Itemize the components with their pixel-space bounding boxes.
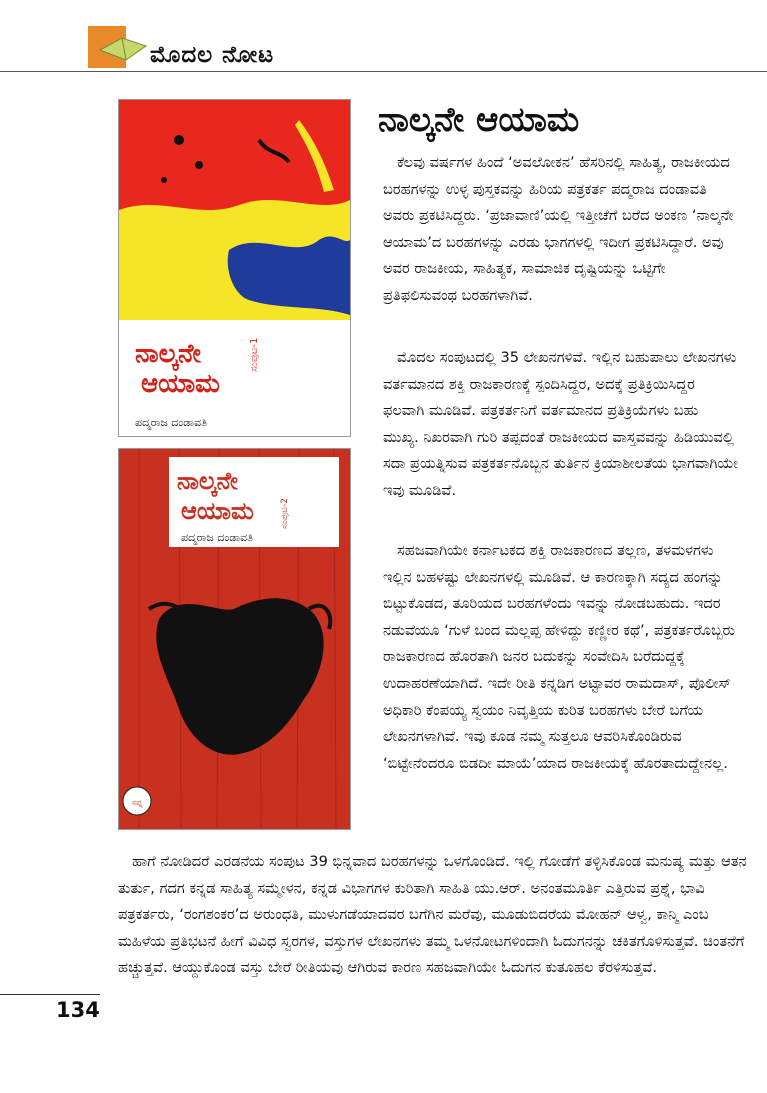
- paragraph-3-text: ಸಹಜವಾಗಿಯೇ ಕರ್ನಾಟಕದ ಶಕ್ತಿ ರಾಜಕಾರಣದ ತಲ್ಲಣ, ತಳಮಳಗಳು ಇಲ್ಲಿನ ಬಹಳಷ್ಟು ಲೇಖನಗಳಲ್ಲಿ ಮೂಡಿವೆ. ಆ ಕಾರಣಕ್ಕಾಗಿ ಸದ್ಯದ ಹಂಗನ್ನು ಬಿಟ್ಟುಕೊಡದ, ತೂರಿಯದ ಬರಹಗಳೆಂದು ಇವನ್ನು ನೋಡಬಹುದು. ಇದರ ನಡುವೆಯೂ ‘ಗುಳೆ ಬಂದ ಮಲ್ಲಪ್ಪ ಹೇಳಿದ್ದು ಕಣ್ಣೀರ ಕಥೆ’, ಪತ್ರಕರ್ತರೊಬ್ಬರು ರಾಜಕಾರಣದ ಹೊರತಾಗಿ ಜನರ ಬದುಕನ್ನು ಸಂವೇದಿಸಿ ಬರೆದುದ್ದಕ್ಕೆ ಉದಾಹರಣೆಯಾಗಿದೆ. ಇದೇ ರೀತಿ ಕನ್ನಡಿಗ ಅಟ್ಟಾವರ ರಾಮದಾಸ್, ಪೊಲೀಸ್ ಅಧಿಕಾರಿ ಕೆಂಪಯ್ಯ ಸ್ವಯಂ ನಿವೃತ್ತಿಯ ಕುರಿತ ಬರಹಗಳು ಬೇರೆ ಬಗೆಯ ಲೇಖನಗಳಾಗಿವೆ. ಇವು ಕೂಡ ನಮ್ಮ ಸುತ್ತಲೂ ಆವರಿಸಿಕೊಂಡಿರುವ ‘ಬಿಟ್ಟೇನೆಂದರೂ ಬಿಡದೀ ಮಾಯೆ’ಯಾದ ರಾಜಕೀಯಕ್ಕೆ ಹೊರತಾದುದ್ದೇನಲ್ಲ.: [383, 542, 736, 772]
- paragraph-1-text: ಕೆಲವು ವರ್ಷಗಳ ಹಿಂದೆ ‘ಅವಲೋಕನ’ ಹೆಸರಿನಲ್ಲಿ ಸಾಹಿತ್ಯ, ರಾಜಕೀಯದ ಬರಹಗಳನ್ನು ಉಳ್ಳ ಪುಸ್ತಕವನ್ನು ಹಿರಿಯ ಪತ್ರಕರ್ತ ಪದ್ಮರಾಜ ದಂಡಾವತಿ ಅವರು ಪ್ರಕಟಿಸಿದ್ದರು. ‘ಪ್ರಜಾವಾಣಿ’ಯಲ್ಲಿ ಇತ್ತೀಚೆಗೆ ಬರೆದ ಅಂಕಣ ‘ನಾಲ್ಕನೇ ಆಯಾಮ’ದ ಬರಹಗಳನ್ನು ಎರಡು ಭಾಗಗಳಲ್ಲಿ ಇದೀಗ ಪ್ರಕಟಿಸಿದ್ದಾರೆ. ಅವು ಅವರ ರಾಜಕೀಯ, ಸಾಹಿತ್ಯಕ, ಸಾಮಾಜಿಕ ದೃಷ್ಟಿಯನ್ನು ಒಟ್ಟಿಗೇ ಪ್ರತಿಫಲಿಸುವಂಥ ಬರಹಗಳಾಗಿವೆ.: [383, 154, 734, 304]
- article-paragraph-1: [383, 150, 738, 310]
- cover-1-author: ಪದ್ಮರಾಜ ದಂಡಾವತಿ: [135, 416, 208, 429]
- open-book-icon: [88, 26, 148, 68]
- cover-2-title-line1: ನಾಲ್ಕನೇ: [177, 467, 238, 495]
- footer-divider: [0, 994, 100, 995]
- header-divider: [0, 71, 767, 72]
- cover-2-art: [119, 449, 350, 829]
- publisher-logo-text: ಸಪ್ನ: [131, 798, 143, 807]
- article-paragraph-4: [118, 849, 758, 982]
- cover-1-volume: ಸಂಪುಟ-1: [249, 337, 260, 372]
- paragraph-2-text: ಮೊದಲ ಸಂಪುಟದಲ್ಲಿ 35 ಲೇಖನಗಳಿವೆ. ಇಲ್ಲಿನ ಬಹುಪಾಲು ಲೇಖನಗಳು ವರ್ತಮಾನದ ಶಕ್ತಿ ರಾಜಕಾರಣಕ್ಕೆ ಸ್ಪಂದಿಸಿದ್ದರ, ಅದಕ್ಕೆ ಪ್ರತಿಕ್ರಿಯಿಸಿದ್ದರ ಫಲವಾಗಿ ಮೂಡಿವೆ. ಪತ್ರಕರ್ತನಿಗೆ ವರ್ತಮಾನದ ಪ್ರತಿಕ್ರಿಯೆಗಳು ಬಹು ಮುಖ್ಯ. ನಿಖರವಾಗಿ ಗುರಿ ತಪ್ಪದಂತೆ ರಾಜಕೀಯದ ವಾಸ್ತವವನ್ನು ಹಿಡಿಯುವಲ್ಲಿ ಸದಾ ಪ್ರಯತ್ನಿಸುವ ಪತ್ರಕರ್ತನೊಬ್ಬನ ತುರ್ತಿನ ಕ್ರಿಯಾಶೀಲತೆಯ ಭಾಗವಾಗಿಯೇ ಇವು ಮೂಡಿವೆ.: [383, 349, 738, 499]
- cover-2-author: ಪದ್ಮರಾಜ ದಂಡಾವತಿ: [181, 531, 254, 544]
- cover-1-art: [119, 100, 350, 436]
- page-number: 134: [56, 998, 100, 1022]
- cover-1-title-line2: ಆಯಾಮ: [141, 369, 220, 399]
- section-title: ಮೊದಲ ನೋಟ: [150, 42, 275, 68]
- article-title: ನಾಲ್ಕನೇ ಆಯಾಮ: [378, 100, 580, 140]
- cover-2-volume: ಸಂಪುಟ-2: [280, 498, 290, 529]
- article-paragraph-3: [383, 538, 738, 777]
- book-cover-volume-1: [118, 99, 351, 437]
- cover-2-title-line2: ಆಯಾಮ: [181, 497, 254, 525]
- article-paragraph-2: [383, 345, 738, 505]
- paragraph-4-text: ಹಾಗೆ ನೋಡಿದರೆ ಎರಡನೆಯ ಸಂಪುಟ 39 ಭಿನ್ನವಾದ ಬರಹಗಳನ್ನು ಒಳಗೊಂಡಿದೆ. ಇಲ್ಲಿ ಗೋಡೆಗೆ ತಳ್ಳಿಸಿಕೊಂಡ ಮನುಷ್ಯ ಮತ್ತು ಆತನ ತುರ್ತು, ಗದಗ ಕನ್ನಡ ಸಾಹಿತ್ಯ ಸಮ್ಮೇಳನ, ಕನ್ನಡ ವಿಭಾಗಗಳ ಕುರಿತಾಗಿ ಸಾಹಿತಿ ಯು.ಆರ್. ಅನಂತಮೂರ್ತಿ ಎತ್ತಿರುವ ಪ್ರಶ್ನೆ, ಭಾವಿ ಪತ್ರಕರ್ತರು, ‘ರಂಗಶಂಕರ’ದ ಅರುಂಧತಿ, ಮುಳುಗಡೆಯಾದವರ ಬಗೆಗಿನ ಮರೆವು, ಮೂಡುಬಿದರೆಯ ಮೋಹನ್ ಆಳ್ವ, ಕಾನ್ಮಿ ಎಂಬ ಮಹಿಳೆಯ ಪ್ರತಿಭಟನೆ ಹೀಗೆ ವಿವಿಧ ಸ್ವರಗಳ, ವಸ್ತುಗಳ ಲೇಖನಗಳು ತಮ್ಮ ಒಳನೋಟಗಳಿಂದಾಗಿ ಓದುಗನನ್ನು ಚಕಿತಗೊಳಿಸುತ್ತವೆ. ಚಿಂತನೆಗೆ ಹಚ್ಚುತ್ತವೆ. ಆಯ್ದುಕೊಂಡ ವಸ್ತು ಬೇರೆ ರೀತಿಯವು ಆಗಿರುವ ಕಾರಣ ಸಹಜವಾಗಿಯೇ ಓದುಗನ ಕುತೂಹಲ ಕೆರಳಿಸುತ್ತವೆ.: [118, 853, 747, 977]
- cover-1-title-line1: ನಾಲ್ಕನೇ: [135, 339, 201, 369]
- book-cover-volume-2: [118, 448, 351, 830]
